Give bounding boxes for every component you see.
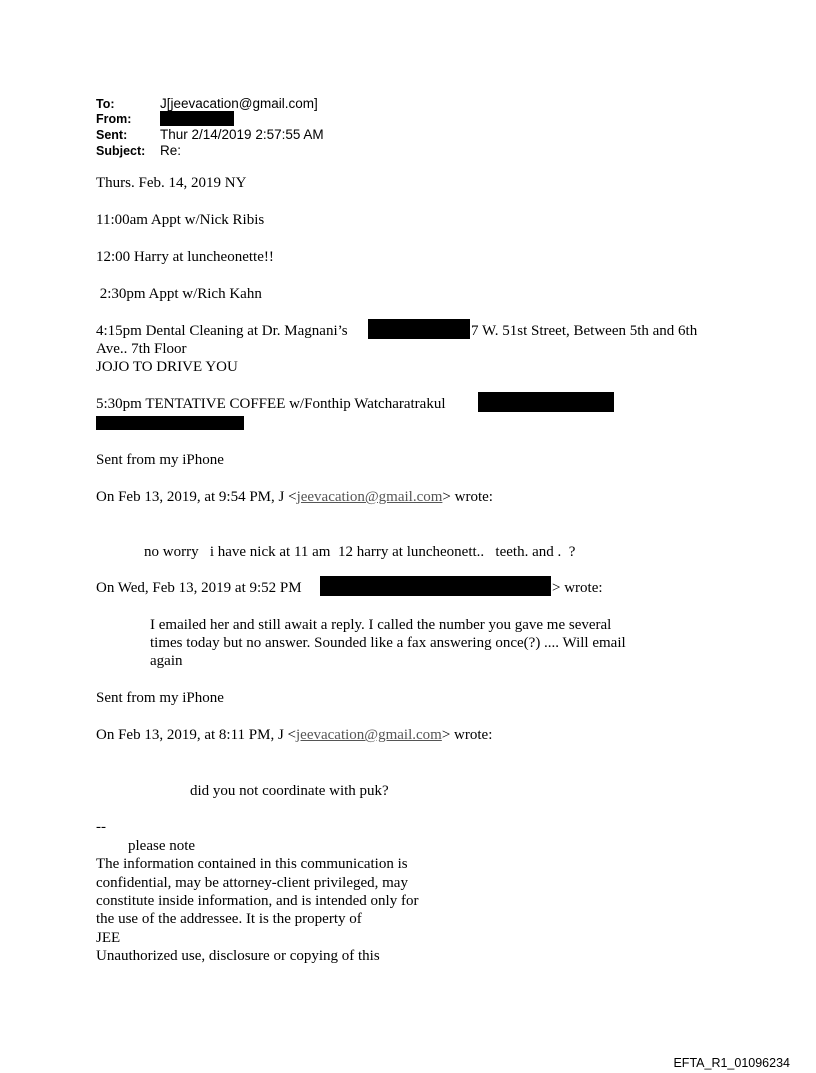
sent-from-line: Sent from my iPhone (96, 690, 224, 706)
sent-from-line: Sent from my iPhone (96, 452, 224, 468)
quote-header: On Feb 13, 2019, at 8:11 PM, J <jeevacation@gmail.com> wrote: (96, 727, 493, 743)
disclaimer-line: the use of the addressee. It is the property of (96, 911, 362, 927)
sent-label: Sent: (96, 128, 128, 142)
appointment-address-cont: Ave.. 7th Floor (96, 341, 187, 357)
date-line: Thurs. Feb. 14, 2019 NY (96, 175, 247, 191)
email-link[interactable]: jeevacation@gmail.com (296, 727, 442, 743)
appointment-line: 11:00am Appt w/Nick Ribis (96, 212, 265, 228)
to-label: To: (96, 97, 115, 111)
from-label: From: (96, 112, 132, 126)
contact-redaction (96, 416, 244, 430)
bates-number: EFTA_R1_01096234 (673, 1056, 790, 1070)
appointment-note: JOJO TO DRIVE YOU (96, 359, 238, 375)
signature-note: please note (128, 838, 196, 854)
subject-value: Re: (160, 143, 182, 158)
email-link[interactable]: jeevacation@gmail.com (296, 489, 443, 505)
appointment-line: 12:00 Harry at luncheonette!! (96, 249, 274, 265)
quote-header-suffix: > wrote: (552, 580, 603, 596)
appointment-line: 4:15pm Dental Cleaning at Dr. Magnani’s (96, 323, 348, 339)
quoted-reply: no worry i have nick at 11 am 12 harry at luncheonett.. teeth. and . ? (144, 544, 576, 560)
quoted-text: again (150, 653, 183, 669)
sender-redaction (320, 576, 551, 596)
appointment-line: 5:30pm TENTATIVE COFFEE w/Fonthip Watcharatrakul (96, 396, 446, 412)
appointment-address: 7 W. 51st Street, Between 5th and 6th (471, 323, 698, 339)
contact-redaction (478, 392, 614, 412)
from-redaction (160, 111, 234, 126)
quoted-reply: did you not coordinate with puk? (190, 783, 389, 799)
quote-header: On Feb 13, 2019, at 9:54 PM, J <jeevacation@gmail.com> wrote: (96, 489, 493, 505)
disclaimer-line: confidential, may be attorney-client privileged, may (96, 875, 408, 891)
subject-label: Subject: (96, 144, 146, 158)
appointment-line: 2:30pm Appt w/Rich Kahn (96, 286, 262, 302)
quoted-text: I emailed her and still await a reply. I called the number you gave me several (150, 617, 612, 633)
signature-dashes: -- (96, 819, 106, 835)
disclaimer-line: constitute inside information, and is intended only for (96, 893, 419, 909)
sent-value: Thur 2/14/2019 2:57:55 AM (160, 127, 324, 142)
to-value: J[jeevacation@gmail.com] (160, 96, 318, 111)
disclaimer-line: Unauthorized use, disclosure or copying of this (96, 948, 380, 964)
quote-header: On Wed, Feb 13, 2019 at 9:52 PM (96, 580, 302, 596)
address-redaction (368, 319, 470, 339)
quoted-text: times today but no answer. Sounded like a fax answering once(?) .... Will email (150, 635, 626, 651)
disclaimer-line: JEE (96, 930, 121, 946)
disclaimer-line: The information contained in this communication is (96, 856, 408, 872)
